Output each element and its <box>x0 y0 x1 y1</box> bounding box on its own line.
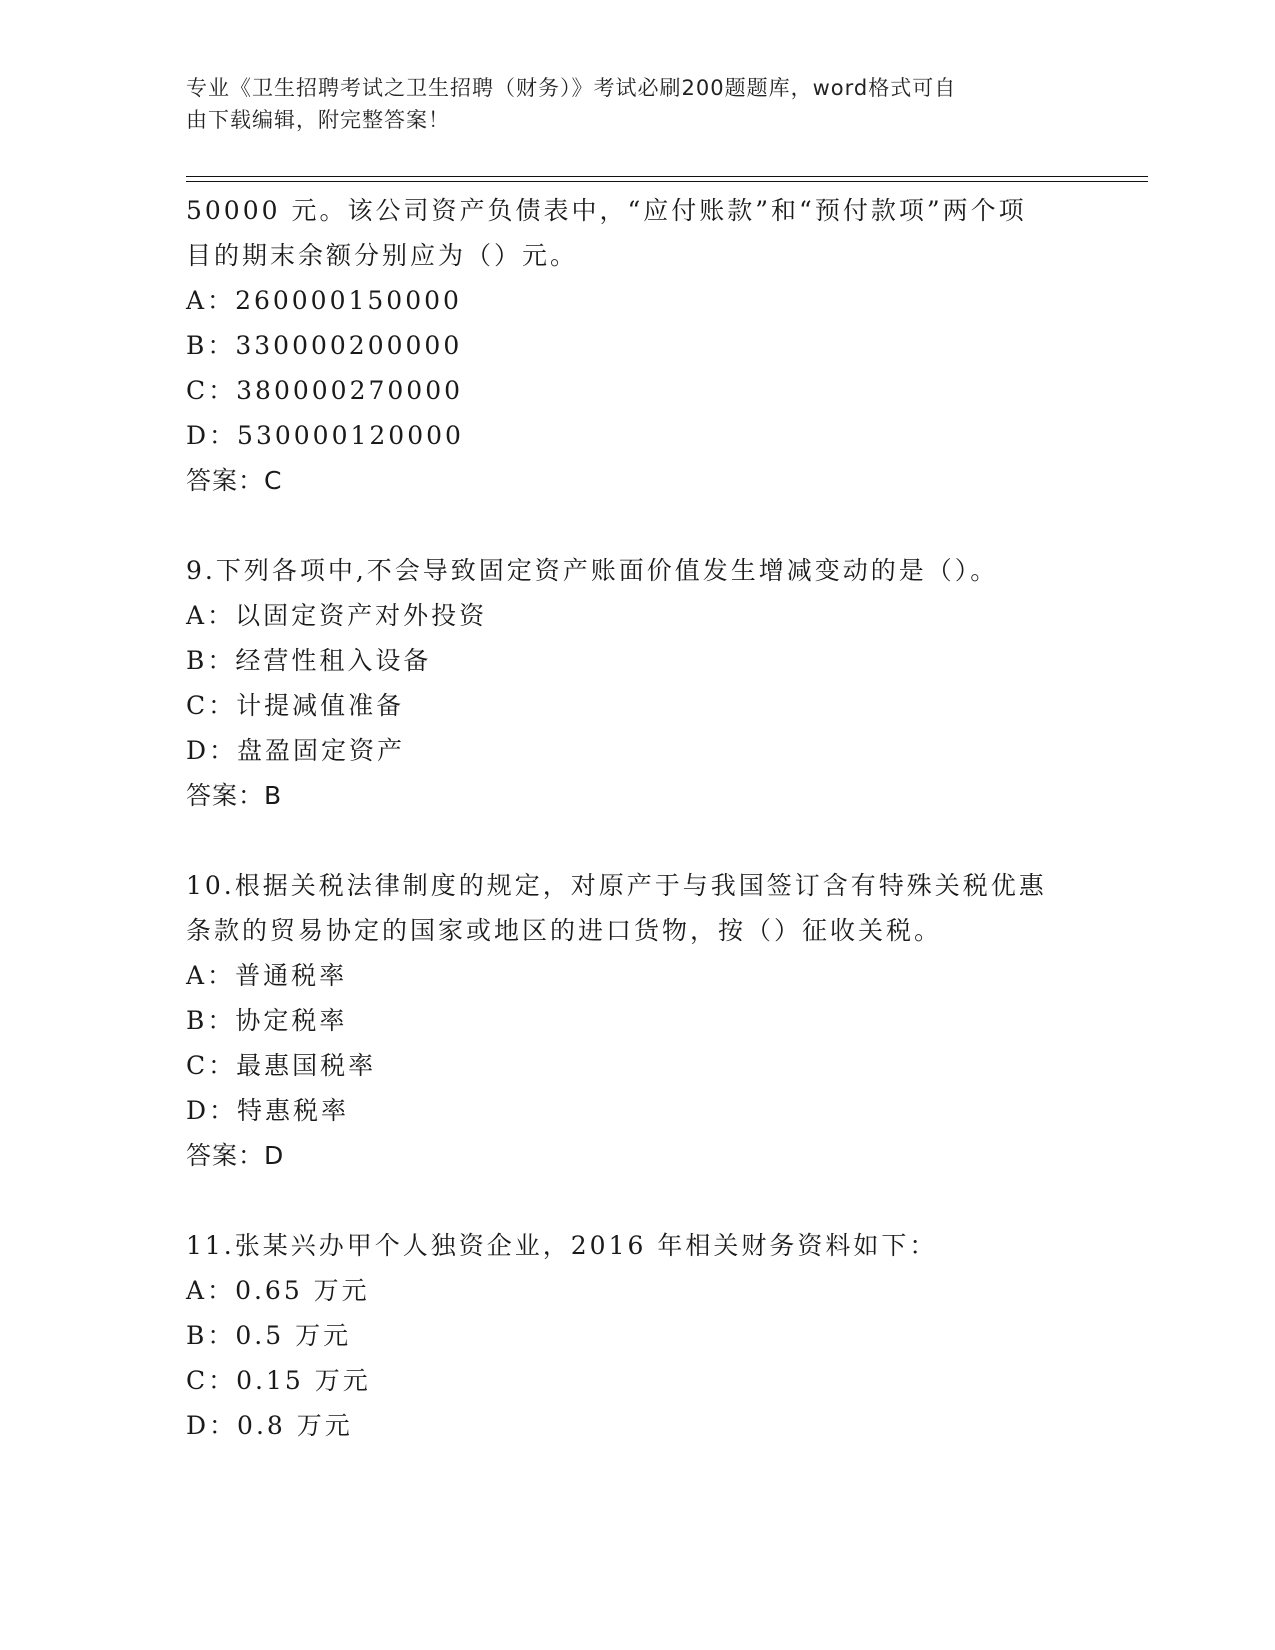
question-text: 9.下列各项中,不会导致固定资产账面价值发生增减变动的是（）。 <box>186 556 999 585</box>
option-b <box>186 998 1086 1043</box>
option-label: C： <box>186 1051 237 1080</box>
option-label: A： <box>186 1276 236 1305</box>
option-label: C： <box>186 691 237 720</box>
question-11 <box>186 1223 1086 1448</box>
option-a <box>186 278 1086 323</box>
header-divider-top <box>186 176 1148 177</box>
option-d <box>186 413 1086 458</box>
option-text: 普通税率 <box>235 961 348 990</box>
question-text: 10.根据关税法律制度的规定，对原产于与我国签订含有特殊关税优惠 <box>186 871 1047 900</box>
option-a <box>186 953 1086 998</box>
question-list <box>186 188 1086 1448</box>
option-label: B： <box>186 1006 236 1035</box>
option-label: A： <box>186 601 236 630</box>
option-label: D： <box>186 1096 238 1125</box>
option-d <box>186 1088 1086 1133</box>
option-label: C： <box>186 376 237 405</box>
option-label: D： <box>186 736 238 765</box>
option-label: B： <box>186 646 236 675</box>
option-c <box>186 1043 1086 1088</box>
option-label: B： <box>186 1321 236 1350</box>
option-d <box>186 728 1086 773</box>
question-text: 条款的贸易协定的国家或地区的进口货物，按（）征收关税。 <box>186 916 943 945</box>
option-c <box>186 368 1086 413</box>
spacer <box>186 818 1086 863</box>
option-label: B： <box>186 331 236 360</box>
question-10 <box>186 863 1086 1178</box>
document-header <box>186 72 1086 136</box>
option-label: A： <box>186 961 236 990</box>
question-text: 11.张某兴办甲个人独资企业，2016 年相关财务资料如下： <box>186 1231 938 1260</box>
option-label: D： <box>186 421 238 450</box>
question-text: 目的期末余额分别应为（）元。 <box>186 241 579 270</box>
spacer <box>186 1178 1086 1223</box>
header-line-1: 专业《卫生招聘考试之卫生招聘（财务）》考试必刷200题题库，word格式可自 <box>186 76 957 100</box>
option-text: 最惠国税率 <box>236 1051 377 1080</box>
answer: 答案：C <box>186 466 283 495</box>
option-text: 530000120000 <box>237 421 464 450</box>
option-text: 260000150000 <box>235 286 462 315</box>
option-c <box>186 1358 1086 1403</box>
option-b <box>186 1313 1086 1358</box>
option-d <box>186 1403 1086 1448</box>
option-text: 0.5 万元 <box>235 1321 352 1350</box>
option-text: 0.15 万元 <box>236 1366 371 1395</box>
spacer <box>186 503 1086 548</box>
option-text: 协定税率 <box>235 1006 348 1035</box>
option-a <box>186 1268 1086 1313</box>
option-text: 330000200000 <box>235 331 463 360</box>
header-line-2: 由下载编辑，附完整答案！ <box>186 108 450 132</box>
answer: 答案：D <box>186 1141 285 1170</box>
option-b <box>186 323 1086 368</box>
option-text: 特惠税率 <box>237 1096 350 1125</box>
question-8 <box>186 188 1086 503</box>
option-text: 以固定资产对外投资 <box>235 601 488 630</box>
option-text: 0.65 万元 <box>235 1276 370 1305</box>
option-a <box>186 593 1086 638</box>
option-c <box>186 683 1086 728</box>
option-label: A： <box>186 286 236 315</box>
option-text: 盘盈固定资产 <box>237 736 406 765</box>
option-text: 380000270000 <box>236 376 464 405</box>
answer: 答案：B <box>186 781 283 810</box>
header-divider-bottom <box>186 181 1148 182</box>
option-text: 经营性租入设备 <box>235 646 432 675</box>
option-label: C： <box>186 1366 237 1395</box>
option-text: 0.8 万元 <box>237 1411 353 1440</box>
question-9 <box>186 548 1086 818</box>
option-b <box>186 638 1086 683</box>
option-text: 计提减值准备 <box>236 691 405 720</box>
question-text: 50000 元。该公司资产负债表中，“应付账款”和“预付款项”两个项 <box>186 196 1027 225</box>
option-label: D： <box>186 1411 238 1440</box>
